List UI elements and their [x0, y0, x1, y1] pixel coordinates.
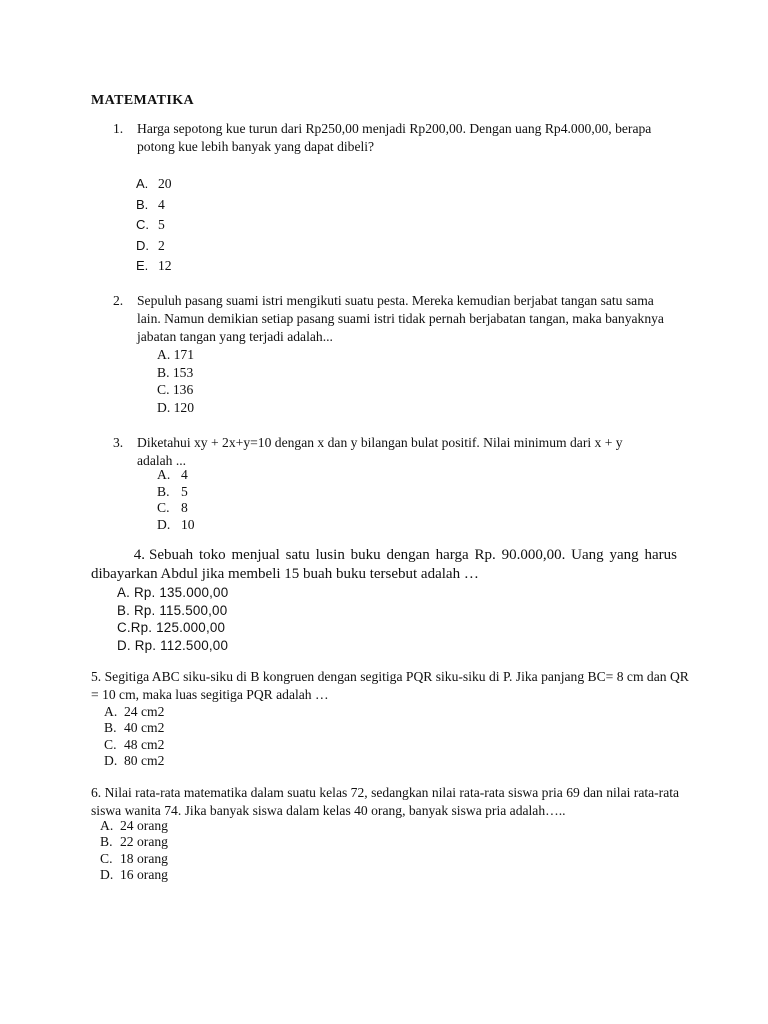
- option-text: 2: [158, 237, 165, 253]
- option-letter: C.: [136, 217, 149, 232]
- option-d: [157, 399, 194, 417]
- option-c: [157, 500, 195, 517]
- option-a: A. Rp. 135.000,00: [117, 585, 229, 600]
- answer-options: [157, 467, 195, 533]
- option-b: [104, 720, 164, 736]
- option-letter: A.: [104, 704, 118, 719]
- option-text: 136: [172, 382, 194, 398]
- option-d: [104, 753, 164, 769]
- option-letter: B.: [157, 483, 170, 499]
- option-text: 4: [181, 467, 188, 482]
- question-text-block: [91, 546, 677, 584]
- option-text: 5: [158, 217, 165, 232]
- question-text: Harga sepotong kue turun dari Rp250,00 menjadi Rp200,00. Dengan uang Rp4.000,00, berapa potong kue lebih banyak yang dapat dibeli?: [137, 121, 652, 154]
- option-text: 16 orang: [120, 866, 168, 882]
- question-number: 4.: [133, 547, 145, 563]
- option-d: [157, 517, 195, 534]
- question-text: Diketahui xy + 2x+y=10 dengan x dan y bilangan bulat positif. Nilai minimum dari x + y adalah ...: [137, 435, 623, 468]
- option-text: 153: [172, 364, 194, 380]
- option-text: 8: [181, 500, 188, 515]
- option-letter: B.: [100, 834, 113, 850]
- option-d: [136, 236, 172, 257]
- option-text: 80 cm2: [124, 752, 165, 768]
- answer-options: [136, 174, 172, 277]
- option-letter: D.: [157, 516, 171, 532]
- answer-options: [157, 346, 194, 417]
- option-c: [100, 851, 168, 867]
- answer-options: [117, 584, 228, 654]
- option-letter: B.: [136, 196, 149, 212]
- option-text: 12: [158, 258, 172, 273]
- question-number: 2.: [113, 293, 124, 308]
- option-a: [100, 818, 168, 834]
- option-letter: A.: [157, 467, 171, 482]
- option-letter: C.: [100, 850, 113, 866]
- answer-options: [104, 704, 164, 769]
- option-text: 5: [181, 483, 188, 499]
- option-letter: A.: [157, 347, 171, 362]
- option-text: 4: [158, 196, 165, 212]
- option-text: 120: [173, 400, 195, 416]
- option-letter: D.: [100, 866, 114, 882]
- option-c: [136, 215, 172, 236]
- option-b: B. Rp. 115.500,00: [117, 602, 228, 618]
- option-text: 10: [181, 516, 195, 532]
- page-title: MATEMATIKA: [91, 93, 195, 108]
- option-text: 20: [158, 176, 172, 191]
- question-text: 6. Nilai rata-rata matematika dalam suatu kelas 72, sedangkan nilai rata-rata siswa pria 69 dan nilai rata-rata siswa wanita 74. Jika banyak siswa dalam kelas 40 orang, banyak siswa pria adalah…..: [91, 785, 680, 818]
- option-b: [157, 364, 194, 382]
- option-letter: D.: [157, 400, 171, 416]
- option-text: 22 orang: [120, 834, 168, 850]
- option-letter: D.: [104, 752, 118, 768]
- option-d: D. Rp. 112.500,00: [117, 637, 229, 653]
- option-letter: D.: [136, 237, 149, 253]
- option-text: 48 cm2: [124, 736, 165, 752]
- option-letter: E.: [136, 258, 149, 273]
- option-b: [100, 834, 168, 850]
- option-text: 40 cm2: [124, 720, 165, 736]
- option-b: [136, 195, 172, 216]
- question-number: 3.: [113, 435, 124, 450]
- question-text: 5. Segitiga ABC siku-siku di B kongruen dengan segitiga PQR siku-siku di P. Jika panjang BC= 8 cm dan QR = 10 cm, maka luas segitiga PQR adalah …: [91, 669, 689, 702]
- option-a: [136, 174, 172, 195]
- option-letter: B.: [157, 364, 170, 380]
- option-letter: C.: [157, 382, 170, 398]
- option-letter: A.: [136, 176, 149, 191]
- question-text: Sebuah toko menjual satu lusin buku dengan harga Rp. 90.000,00. Uang yang harus dibayarkan Abdul jika membeli 15 buah buku tersebut adalah …: [91, 547, 677, 582]
- option-text: 24 cm2: [124, 704, 165, 719]
- option-letter: C.: [104, 736, 117, 752]
- option-text: 18 orang: [120, 850, 168, 866]
- option-b: [157, 484, 195, 501]
- option-c: [104, 737, 164, 753]
- question-number: 1.: [113, 121, 124, 136]
- option-letter: B.: [104, 720, 117, 736]
- option-a: [157, 467, 195, 484]
- option-text: 24 orang: [120, 818, 168, 833]
- option-letter: C.: [157, 500, 170, 515]
- answer-options: [100, 818, 168, 883]
- option-letter: A.: [100, 818, 114, 833]
- option-a: [157, 346, 194, 364]
- question-text: Sepuluh pasang suami istri mengikuti suatu pesta. Mereka kemudian berjabat tangan satu sama lain. Namun demikian setiap pasang suami istri tidak pernah berjabatan tangan, maka banyaknya jabatan tangan yang terjadi adalah...: [137, 293, 664, 344]
- option-a: [104, 704, 164, 720]
- option-text: 171: [173, 347, 195, 362]
- option-c: C.Rp. 125.000,00: [117, 620, 226, 636]
- option-e: [136, 256, 172, 277]
- option-c: [157, 381, 194, 399]
- option-d: [100, 867, 168, 883]
